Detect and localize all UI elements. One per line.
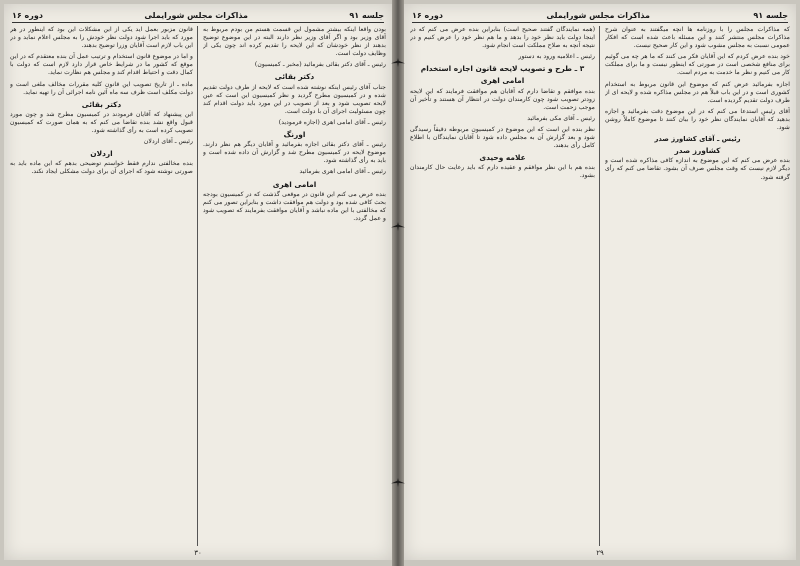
paragraph: خود بنده عرض کردم که این آقایان فکر می کنند که ما هر چه می گوئیم برای منافع شخصی است در صورتی که اینطور نیست و ما برای مملکت کار می کنیم و نظر ما خدمت به مردم است. [605,53,790,77]
paragraph: رئیس ـ آقای امامی اهری بفرمائید [299,168,386,176]
left-page-header [12,8,384,23]
paragraph: بنده هم با این نظر موافقم و عقیده دارم که باید رعایت حال کارمندان بشود. [410,164,595,180]
paragraph: قانون مزبور بعمل آید یکی از این مشکلات این بود که اینطور در هر مورد که باید اجرا شود دولت نظر خودش را به مجلس اعلام نماید و در این باب لازم است آقایان وزرا توضیح بدهند. [10,26,193,50]
right-page-column-left [410,26,595,552]
paragraph: رئیس ـ آقای اردلان [143,138,193,146]
speaker-heading: اردلان [90,149,113,159]
paragraph: جناب آقای رئیس اینکه نوشته شده است که لایحه از طرف دولت تقدیم شده و در کمیسیون مطرح گردید و نظر کمیسیون این است که عین لایحه تصویب شود و بعد از تصویب در این مورد باید دولت اقدام کند چون مسئولیت اجرای آن با دولت است. [203,83,386,115]
column-divider [599,26,600,546]
left-header-session: جلسه ۹۱ [349,10,384,20]
right-page-header [412,8,788,23]
paragraph: رئیس ـ آقای امامی اهری (اجازه فرمودید) [278,118,386,126]
speaker-heading: رئیس ـ آقای کشاورز صدر [654,135,741,144]
section-heading: ۳ ـ طرح و تصویب لایحه قانون اجازه استخدام [420,64,585,74]
right-header-term: جلسه ۹۱ [753,10,788,20]
paragraph: بنده عرض می کنم این قانون در موقعی گذشت که در کمیسیون بودجه بحث کافی شده بود و دولت هم موافقت داشت و بنابراین تصور می کنم که مخالفتی با این ماده نباشد و آقایان موافقت بفرمایند که تصویب شود و عمل گردد. [203,190,386,222]
right-page [404,4,796,560]
column-divider [197,26,198,546]
left-header-title: مذاکرات مجلس شورایملی [144,10,248,20]
left-page-number: ۳۰ [194,549,202,557]
left-page-column-left [10,26,193,552]
right-page-column-right [605,26,790,552]
paragraph: رئیس ـ اعلامیه ورود به دستور [518,53,595,61]
paragraph: این پیشنهاد که آقایان فرمودند در کمیسیون مطرح شد و چون مورد قبول واقع نشد بنده تقاضا می کنم که به همان صورت که کمیسیون تصویب کرده است به رأی گذاشته شود. [10,110,193,135]
paragraph: بنده عرض می کنم که این موضوع به اندازه کافی مذاکره شده است و دیگر لازم نیست که وقت مجلس صرف آن بشود. تقاضا می کنم که رأی گرفته شود. [605,157,790,181]
speaker-heading: دکتر بقائی [81,99,122,109]
paragraph: ماده ـ از تاریخ تصویب این قانون کلیه مقررات مخالف ملغی است و دولت مکلف است ظرف سه ماه آئین نامه اجرائی آن را تهیه نماید. [10,80,193,96]
speaker-heading: امامی اهری [480,76,525,86]
right-page-number: ۲۹ [596,549,604,557]
left-page [4,4,392,560]
paragraph: که مذاکرات مجلس را با روزنامه ها آنچه میگفتند به عنوان شرح مذاکرات مجلس منتشر کنند و این مسئله باعث شده است که افکار عمومی نسبت به مجلس مشوب شود و این کار صحیح نیست. [605,26,790,50]
paragraph: (همه نمایندگان گفتند صحیح است) بنابراین بنده عرض می کنم که در اینجا دولت باید نظر خود را بدهد و ما هم نظر خود را عرض کنیم و در نتیجه آنچه به صلاح مملکت است انجام شود. [410,26,595,50]
right-header-title: مذاکرات مجلس شورایملی [546,10,650,20]
paragraph: آقای رئیس استدعا می کنم که در این موضوع دقت بفرمائید و اجازه بدهید که آقایان نمایندگان نظر خود را بیان کنند تا موضوع کاملاً روشن شود. [605,107,790,132]
left-header-term: دوره ۱۶ [12,10,43,20]
speaker-heading: اورنگ [283,130,306,140]
paragraph: رئیس ـ آقای دکتر بقائی بفرمائید (مخبر ـ کمیسیون) [254,61,386,69]
paragraph: اجازه بفرمائید عرض کنم که موضوع این قانون مربوط به استخدام کشوری است و در این باب قبلاً هم در مجلس مذاکره شده و لایحه ای از طرف دولت تقدیم گردیده است. [605,80,790,104]
paragraph: رئیس ـ آقای دکتر بقائی اجازه بفرمائید و آقایان دیگر هم نظر دارند. موضوع لایحه در کمیسیون مطرح شد و گزارش آن داده شده است و باید به رأی گذاشته شود. [203,141,386,165]
left-page-column-right [203,26,386,552]
paragraph: بودن واقعاً اینکه بیشتر مشمول این قسمت هستم من بودم مربوط به آقای وزیر بود و اگر آقای وزیر نظر دارند البته در این موضوع توضیح بدهند از نظر خودشان که این لایحه را تقدیم کرده اند چون یکی از وظایف دولت است. [203,26,386,58]
speaker-heading: علامه وحیدی [479,153,526,163]
right-header-session: دوره ۱۶ [412,10,443,20]
paragraph: و اما در موضوع قانون استخدام و ترتیب عمل آن بنده معتقدم که در این موقع که کشور ما در شرایط خاص قرار دارد لازم است که دولت با کمال دقت و احتیاط اقدام کند و مجلس هم نظارت نماید. [10,53,193,77]
paragraph: رئیس ـ آقای مکی بفرمائید [527,114,595,122]
paragraph: بنده مخالفتی ندارم فقط خواستم توضیحی بدهم که این ماده باید به صورتی نوشته شود که اجرای آن برای دولت مشکلی ایجاد نکند. [10,160,193,176]
speaker-heading: امامی اهری [272,179,317,189]
speaker-heading: دکتر بقائی [274,72,315,82]
speaker-heading: کشاورز صدر [674,146,721,156]
paragraph: بنده موافقم و تقاضا دارم که آقایان هم موافقت فرمایند که این لایحه زودتر تصویب شود چون کارمندان دولت در انتظار آن هستند و تأخیر آن موجب زحمت است. [410,87,595,111]
paragraph: نظر بنده این است که این موضوع در کمیسیون مربوطه دقیقاً رسیدگی شود و بعد گزارش آن به مجلس داده شود تا آقایان نمایندگان با اطلاع کامل رأی بدهند. [410,125,595,150]
